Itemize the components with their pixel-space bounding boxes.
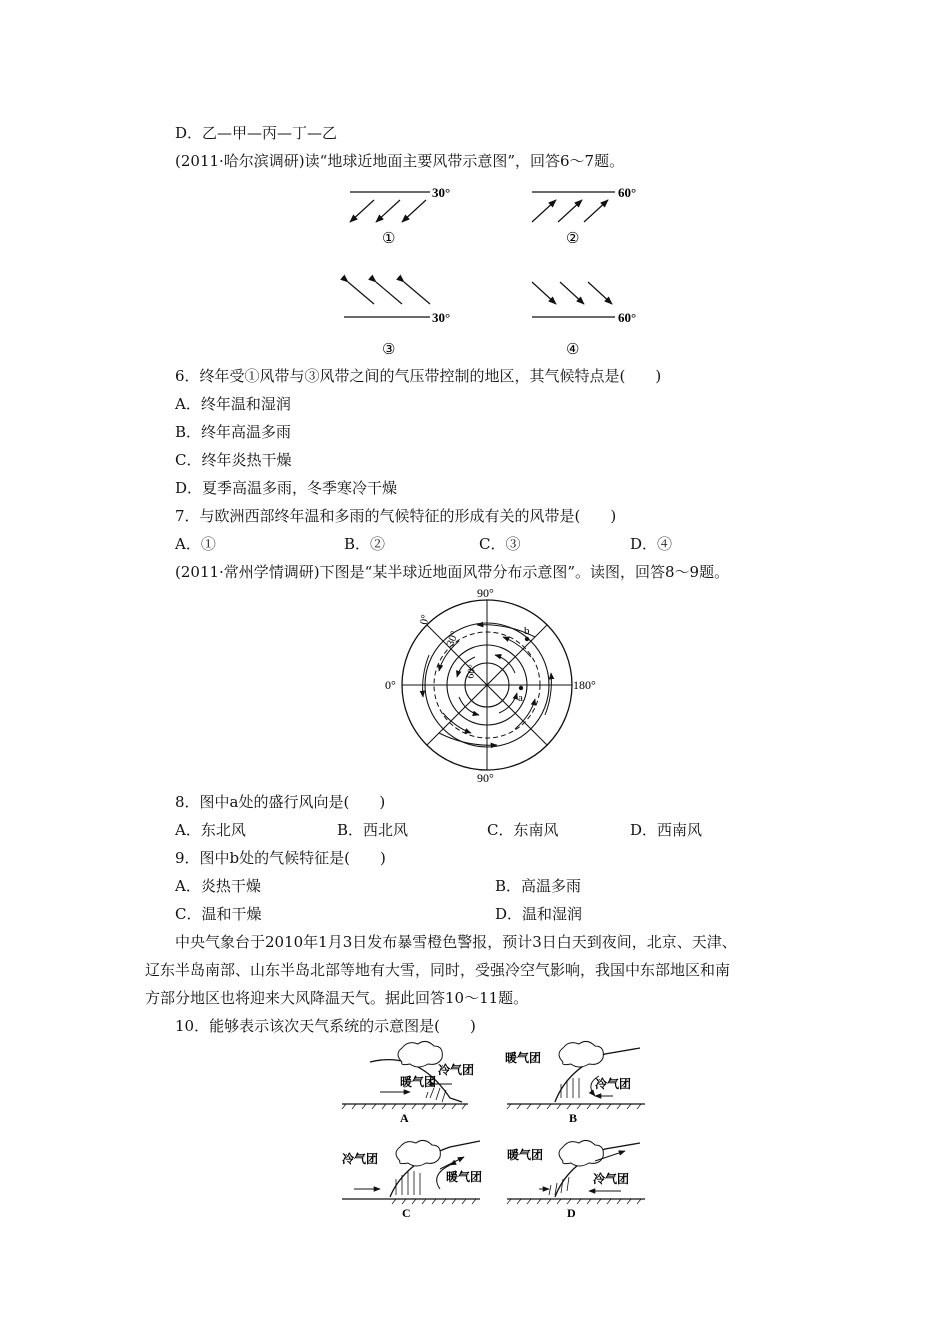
front-d-label: D	[567, 1206, 576, 1220]
q6-option-b: B．终年高温多雨	[175, 423, 292, 441]
panel-3-lat: 30°	[432, 310, 451, 325]
front-a-mass1: 暖气团	[400, 1075, 437, 1089]
q6-stem: 6．终年受①风带与③风带之间的气压带控制的地区，其气候特点是( )	[175, 367, 662, 385]
polar-wind-svg	[375, 585, 615, 785]
front-figure	[340, 1040, 660, 1220]
front-b	[505, 1041, 645, 1125]
front-d	[507, 1140, 645, 1220]
wind-belt-svg	[330, 178, 660, 363]
panel-2-num: ②	[566, 231, 580, 247]
front-b-mass1: 暖气团	[505, 1051, 542, 1065]
diag-60-label: 60°	[465, 663, 479, 680]
q9-option-c: C．温和干燥	[175, 905, 262, 923]
panel-1	[350, 185, 450, 247]
polar-top-label: 90°	[477, 586, 494, 600]
diag-0-label: 0°	[418, 613, 432, 626]
panel-1-lat: 30°	[432, 185, 451, 200]
q8-option-a: A．东北风	[175, 821, 246, 839]
panel-1-num: ①	[382, 231, 396, 247]
polar-right-label: 180°	[573, 678, 596, 692]
front-svg	[340, 1040, 660, 1220]
front-a-label: A	[400, 1111, 409, 1125]
front-a	[342, 1041, 474, 1125]
front-d-mass1: 暖气团	[507, 1148, 544, 1162]
point-b-label: b	[524, 625, 530, 637]
q7-option-a: A．①	[175, 535, 216, 553]
panel-4	[532, 282, 636, 358]
q9-option-d: D．温和湿润	[495, 905, 583, 923]
q8-option-d: D．西南风	[630, 821, 703, 839]
q7-stem: 7．与欧洲西部终年温和多雨的气候特征的形成有关的风带是( )	[175, 507, 617, 525]
q10-stem: 10．能够表示该次天气系统的示意图是( )	[175, 1017, 476, 1035]
polar-left-label: 0°	[385, 678, 396, 692]
q6-option-c: C．终年炎热干燥	[175, 451, 292, 469]
panel-3	[344, 282, 450, 358]
front-b-label: B	[569, 1111, 578, 1125]
front-c-mass1: 冷气团	[342, 1152, 379, 1166]
q7-option-d: D．④	[630, 535, 673, 553]
q8-option-b: B．西北风	[337, 821, 409, 839]
q7-option-b: B．②	[344, 535, 386, 553]
polar-bottom-label: 90°	[477, 771, 494, 785]
q9-stem: 9．图中b处的气候特征是( )	[175, 849, 386, 867]
front-a-mass2: 冷气团	[438, 1063, 475, 1077]
q5-option-d: D．乙—甲—丙—丁—乙	[175, 124, 338, 142]
panel-2-lat: 60°	[618, 185, 637, 200]
panel-2	[532, 185, 636, 247]
diag-30-label: 30°	[444, 629, 462, 649]
front-b-mass2: 冷气团	[595, 1077, 632, 1091]
passage-line-1: 中央气象台于2010年1月3日发布暴雪橙色警报，预计3日白天到夜间，北京、天津、	[175, 933, 737, 951]
panel-4-num: ④	[566, 342, 580, 358]
q6-option-d: D．夏季高温多雨，冬季寒冷干燥	[175, 479, 398, 497]
q8-stem: 8．图中a处的盛行风向是( )	[175, 793, 386, 811]
front-c-mass2: 暖气团	[446, 1170, 483, 1184]
q9-option-a: A．炎热干燥	[175, 877, 261, 895]
q7-option-c: C．③	[479, 535, 521, 553]
front-c-label: C	[402, 1206, 411, 1220]
front-c	[342, 1140, 482, 1220]
point-a-label: a	[518, 692, 523, 704]
intro-8-9: (2011·常州学情调研)下图是“某半球近地面风带分布示意图”。读图，回答8～9题。	[175, 563, 730, 581]
passage-line-2: 辽东半岛南部、山东半岛北部等地有大雪，同时，受强冷空气影响，我国中东部地区和南	[145, 961, 731, 979]
passage-line-3: 方部分地区也将迎来大风降温天气。据此回答10～11题。	[145, 989, 529, 1007]
q6-option-a: A．终年温和湿润	[175, 395, 291, 413]
wind-belt-figure	[330, 178, 660, 363]
panel-4-lat: 60°	[618, 310, 637, 325]
panel-3-num: ③	[382, 342, 396, 358]
intro-6-7: (2011·哈尔滨调研)读“地球近地面主要风带示意图”，回答6～7题。	[175, 152, 625, 170]
front-d-mass2: 冷气团	[593, 1172, 630, 1186]
q9-option-b: B．高温多雨	[495, 877, 582, 895]
q8-option-c: C．东南风	[487, 821, 559, 839]
polar-wind-figure	[375, 585, 615, 785]
